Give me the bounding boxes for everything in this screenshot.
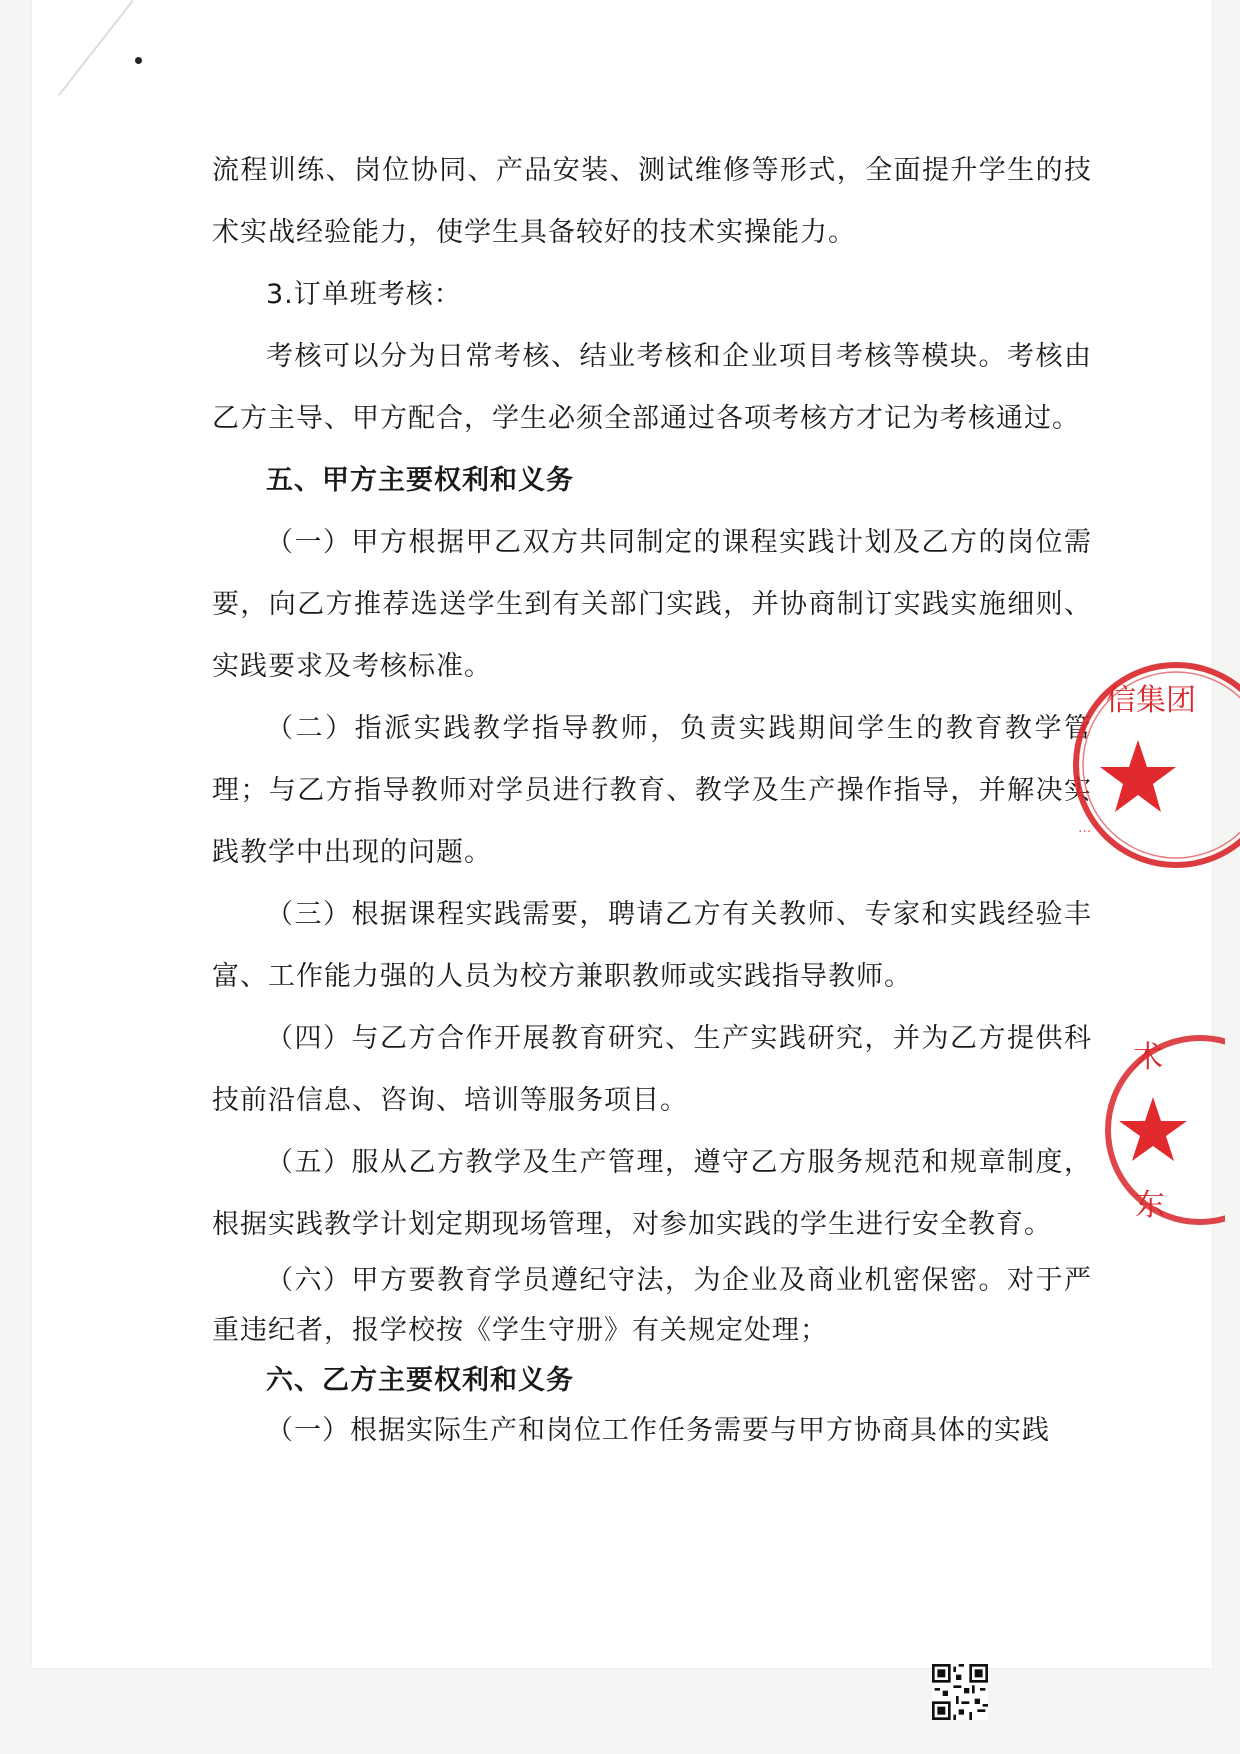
seal-star-icon — [1100, 740, 1176, 812]
document-page — [32, 0, 1212, 1668]
ink-dot — [135, 57, 142, 64]
paragraph-party-a-item-2: （二）指派实践教学指导教师，负责实践期间学生的教育教学管理；与乙方指导教师对学员进行教育、教学及生产操作指导，并解决实践教学中出现的问题。 — [212, 713, 1092, 868]
paragraph-party-b-item-1: （一）根据实际生产和岗位工作任务需要与甲方协商具体的实践 — [266, 1415, 1050, 1446]
seal-bottom-bottom-text: 东 — [1135, 1188, 1165, 1223]
paragraph-party-a-item-5: （五）服从乙方教学及生产管理，遵守乙方服务规范和规章制度，根据实践教学计划定期现场管理，对参加实践的学生进行安全教育。 — [212, 1147, 1092, 1240]
paragraph-assessment-body: 考核可以分为日常考核、结业考核和企业项目考核等模块。考核由乙方主导、甲方配合，学生必须全部通过各项考核方才记为考核通过。 — [212, 341, 1092, 434]
document-body — [212, 140, 1092, 1456]
section-heading-party-b: 六、乙方主要权利和义务 — [266, 1365, 574, 1396]
svg-text:···: ··· — [1078, 824, 1092, 840]
school-seal-stamp — [1105, 1015, 1225, 1245]
paragraph-party-a-item-3: （三）根据课程实践需要，聘请乙方有关教师、专家和实践经验丰富、工作能力强的人员为校方兼职教师或实践指导教师。 — [212, 899, 1092, 992]
paragraph-assessment-title: 3.订单班考核： — [266, 279, 462, 310]
section-heading-party-a: 五、甲方主要权利和义务 — [266, 465, 574, 496]
seal-bottom-star-icon — [1119, 1097, 1187, 1161]
paragraph-party-a-item-6: （六）甲方要教育学员遵纪守法，为企业及商业机密保密。对于严重违纪者，报学校按《学生守册》有关规定处理； — [212, 1265, 1092, 1346]
page-fold-mark — [58, 0, 133, 96]
qr-code-icon — [932, 1664, 988, 1720]
paragraph-party-a-item-4: （四）与乙方合作开展教育研究、生产实践研究，并为乙方提供科技前沿信息、咨询、培训等服务项目。 — [212, 1023, 1092, 1116]
paragraph-continuation: 流程训练、岗位协同、产品安装、测试维修等形式，全面提升学生的技术实战经验能力，使学生具备较好的技术实操能力。 — [212, 155, 1092, 248]
company-seal-stamp — [1068, 640, 1240, 890]
seal-bottom-top-text: 术 — [1133, 1040, 1163, 1075]
seal-top-text: 信集团 — [1106, 683, 1196, 718]
paragraph-party-a-item-1: （一）甲方根据甲乙双方共同制定的课程实践计划及乙方的岗位需要，向乙方推荐选送学生到有关部门实践，并协商制订实践实施细则、实践要求及考核标准。 — [212, 527, 1092, 682]
